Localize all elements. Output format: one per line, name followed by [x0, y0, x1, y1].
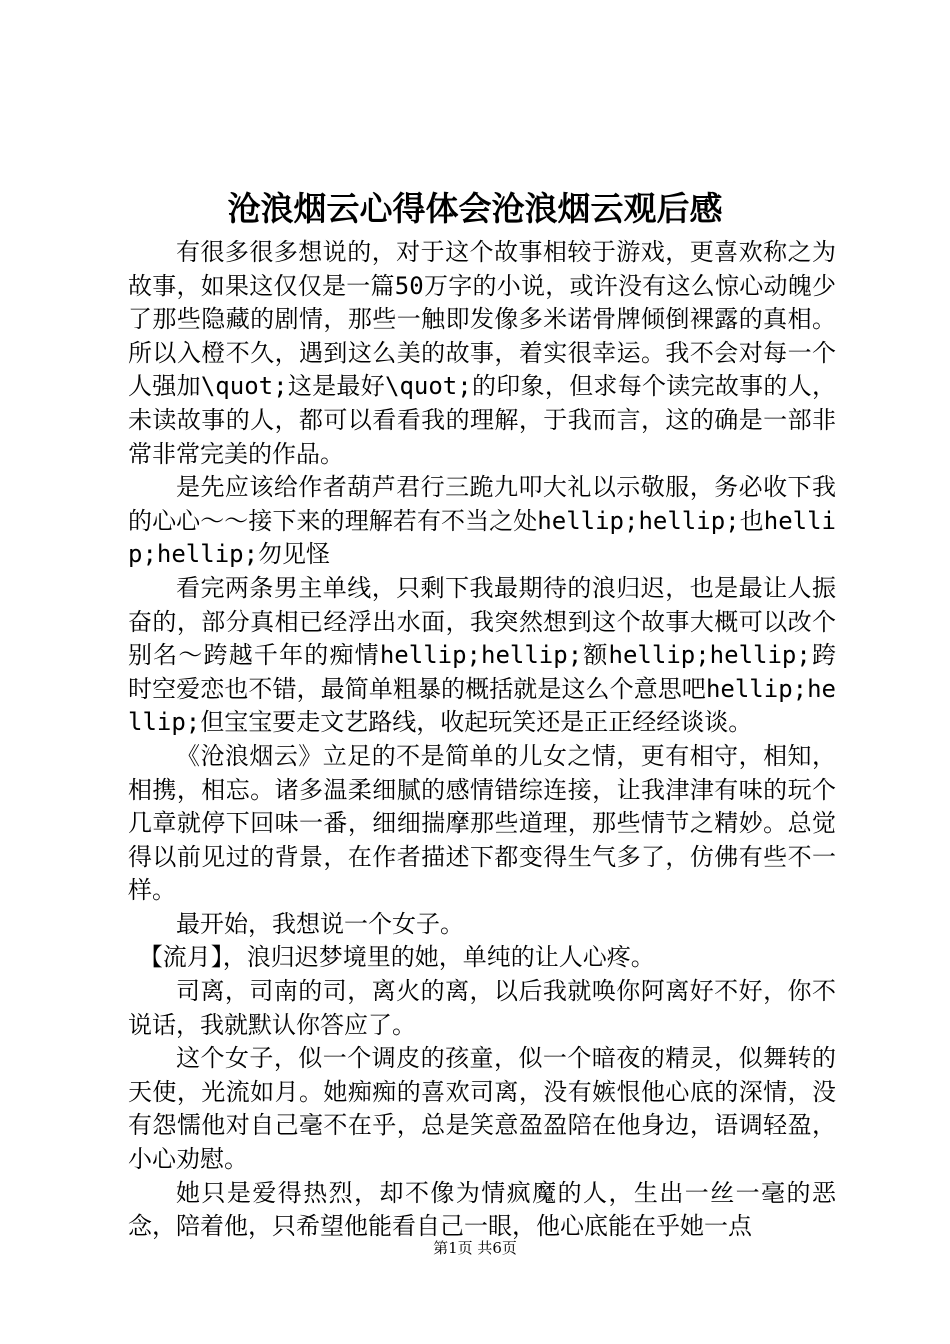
paragraph: 司离，司南的司，离火的离，以后我就唤你阿离好不好，你不说话，我就默认你答应了。	[128, 977, 836, 1039]
paragraph: 看完两条男主单线，只剩下我最期待的浪归迟，也是最让人振奋的，部分真相已经浮出水面，我突然想到这个故事大概可以改个别名～跨越千年的痴情hellip;hellip;额hellip;hellip;跨时空爱恋也不错，最简单粗暴的概括就是这么个意思吧hellip;hellip;但宝宝要走文艺路线，收起玩笑还是正正经经谈谈。	[128, 573, 836, 737]
document-body	[128, 236, 836, 1244]
paragraph: 这个女子，似一个调皮的孩童，似一个暗夜的精灵，似舞转的天使，光流如月。她痴痴的喜欢司离，没有嫉恨他心底的深情，没有怨懦他对自己毫不在乎，总是笑意盈盈陪在他身边，语调轻盈，小心劝慰。	[128, 1044, 836, 1174]
paragraph: 最开始，我想说一个女子。	[176, 909, 464, 938]
paragraph: 有很多很多想说的，对于这个故事相较于游戏，更喜欢称之为故事，如果这仅仅是一篇50万字的小说，或许没有这么惊心动魄少了那些隐藏的剧情，那些一触即发像多米诺骨牌倾倒裸露的真相。所以入橙不久，遇到这么美的故事，着实很幸运。我不会对每一个人强加\quot;这是最好\quot;的印象，但求每个读完故事的人，未读故事的人，都可以看看我的理解，于我而言，这的确是一部非常非常完美的作品。	[128, 238, 836, 468]
paragraph: 她只是爱得热烈，却不像为情疯魔的人，生出一丝一毫的恶念，陪着他，只希望他能看自己一眼，他心底能在乎她一点	[128, 1178, 836, 1241]
document-title: 沧浪烟云心得体会沧浪烟云观后感	[227, 189, 723, 228]
paragraph: 《沧浪烟云》立足的不是简单的儿女之情，更有相守，相知，相携，相忘。诸多温柔细腻的感情错综连接，让我津津有味的玩个几章就停下回味一番，细细揣摩那些道理，那些情节之精妙。总觉得以前见过的背景，在作者描述下都变得生气多了，仿佛有些不一样。	[128, 741, 836, 905]
paragraph: 是先应该给作者葫芦君行三跪九叩大礼以示敬服，务必收下我的心心～～接下来的理解若有不当之处hellip;hellip;也hellip;hellip;勿见怪	[128, 473, 836, 569]
page-footer: 第1页 共6页	[433, 1239, 517, 1257]
paragraph: 【流月】，浪归迟梦境里的她，单纯的让人心疼。	[138, 943, 655, 972]
